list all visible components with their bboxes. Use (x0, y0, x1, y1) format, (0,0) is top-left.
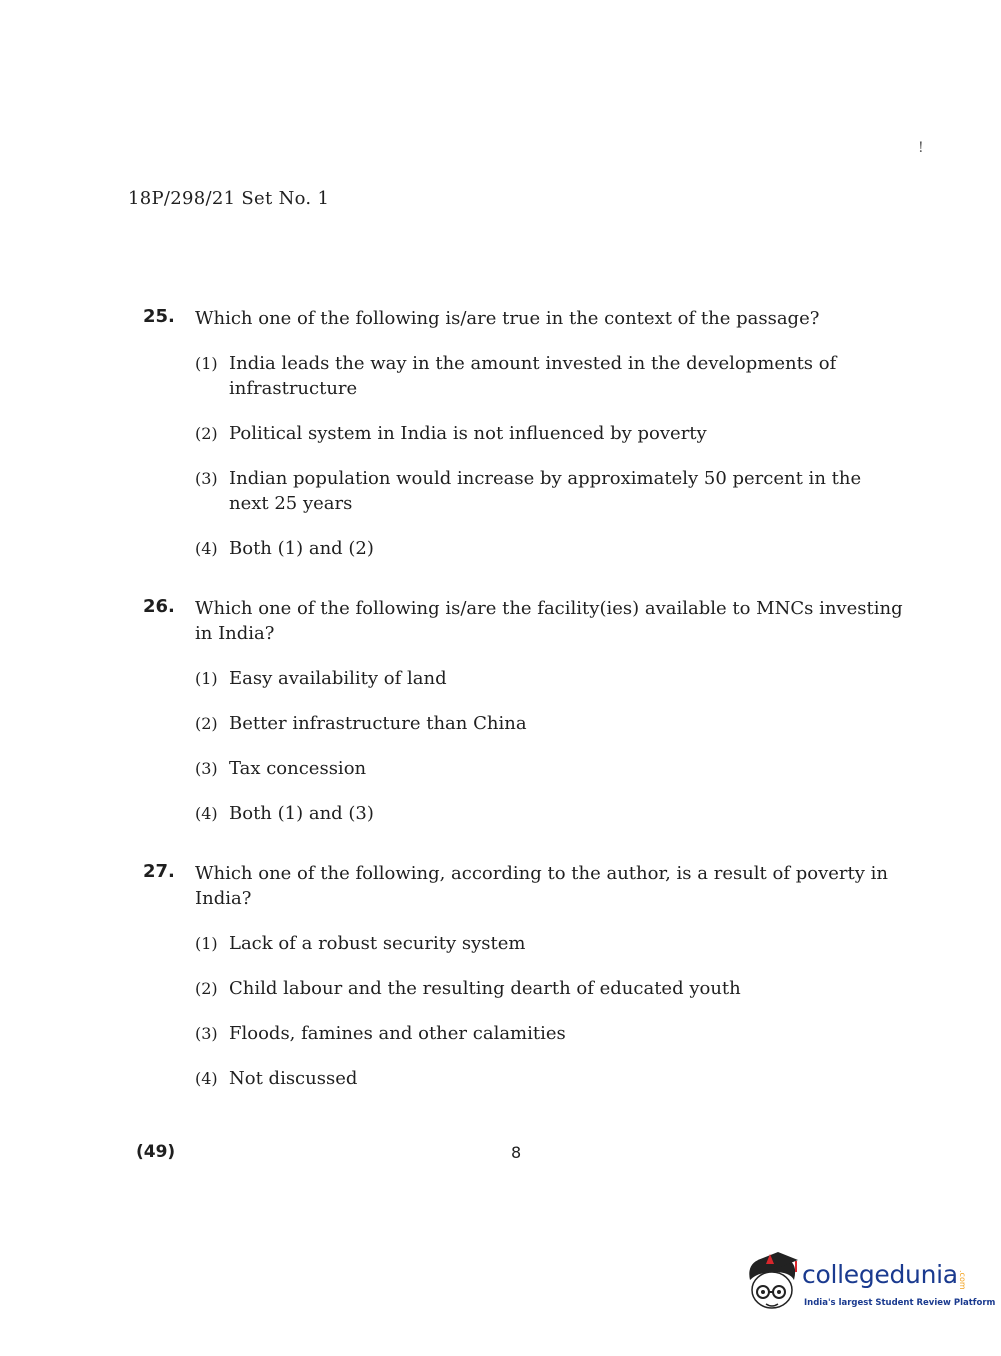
option-label: (3) (195, 1024, 218, 1043)
option (195, 1021, 903, 1046)
option-text: Easy availability of land (229, 668, 447, 689)
question-stem: Which one of the following is/are the facility(ies) available to MNCs investing in India? (195, 598, 903, 644)
option-text: Political system in India is not influenced by poverty (229, 423, 707, 444)
paper-code: 18P/298/21 Set No. 1 (128, 188, 330, 209)
question-25 (143, 306, 903, 561)
option-label: (4) (195, 539, 218, 558)
option (195, 976, 903, 1001)
option-text: Floods, famines and other calamities (229, 1023, 566, 1044)
option-text: Tax concession (229, 758, 367, 779)
option (195, 711, 903, 736)
option-label: (3) (195, 469, 218, 488)
logo-tagline: India's largest Student Review Platform (804, 1298, 996, 1308)
option (195, 666, 903, 691)
logo-suffix: .com (958, 1270, 967, 1290)
option (195, 351, 903, 401)
option-label: (3) (195, 759, 218, 778)
option-label: (1) (195, 669, 218, 688)
question-stem: Which one of the following, according to the author, is a result of poverty in India? (195, 863, 888, 909)
question-number: 26. (143, 596, 175, 617)
option (195, 466, 903, 516)
option-text: Lack of a robust security system (229, 933, 526, 954)
question-number: 25. (143, 306, 175, 327)
option-text: Indian population would increase by approximately 50 percent in the next 25 years (229, 468, 862, 514)
option (195, 536, 903, 561)
option (195, 421, 903, 446)
option-label: (4) (195, 804, 218, 823)
option-list (195, 666, 903, 826)
option-text: Better infrastructure than China (229, 713, 527, 734)
option (195, 1066, 903, 1091)
option-label: (2) (195, 979, 218, 998)
option-label: (4) (195, 1069, 218, 1088)
question-stem: Which one of the following is/are true in the context of the passage? (195, 308, 820, 329)
collegedunia-logo (744, 1250, 996, 1320)
page-number: 8 (511, 1143, 522, 1162)
option-text: India leads the way in the amount invested in the developments of infrastructure (229, 353, 837, 399)
option-label: (2) (195, 714, 218, 733)
mascot-icon (744, 1250, 802, 1312)
logo-wordmark: collegedunia (802, 1260, 958, 1289)
option-text: Both (1) and (2) (229, 538, 374, 559)
question-number: 27. (143, 861, 175, 882)
option-label: (1) (195, 354, 218, 373)
option-list (195, 351, 903, 561)
margin-mark: ! (918, 140, 924, 156)
option (195, 756, 903, 781)
option-text: Child labour and the resulting dearth of educated youth (229, 978, 741, 999)
footer-code: (49) (136, 1142, 176, 1162)
option-text: Not discussed (229, 1068, 358, 1089)
option (195, 801, 903, 826)
option-list (195, 931, 903, 1091)
option-text: Both (1) and (3) (229, 803, 374, 824)
option-label: (1) (195, 934, 218, 953)
question-27 (143, 861, 903, 1091)
option-label: (2) (195, 424, 218, 443)
question-26 (143, 596, 903, 826)
option (195, 931, 903, 956)
